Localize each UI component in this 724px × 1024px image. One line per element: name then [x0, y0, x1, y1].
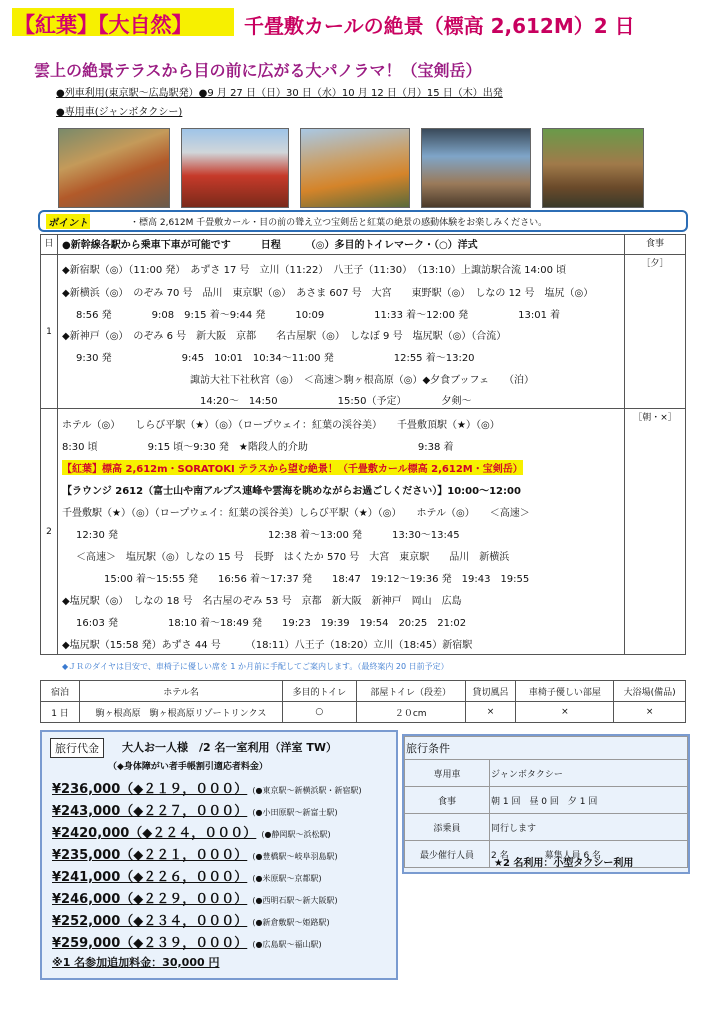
acc-header: 大浴場(備品) [614, 681, 686, 702]
point-label: ポイント [46, 214, 90, 229]
conditions-label: 旅行条件 [405, 737, 688, 760]
acc-header: 車椅子優しい部屋 [516, 681, 614, 702]
acc-cell: 駒ヶ根高原 駒ヶ根高原リゾートリンクス [80, 702, 283, 723]
schedule-line: 千畳敷駅（★）（◎）（ロープウェイ：紅葉の渓谷美）しらび平駅（★）（◎） ホテル（◎） ＜高速＞ [62, 508, 530, 519]
acc-header: 部屋トイレ（段差） [356, 681, 465, 702]
acc-header: ホテル名 [80, 681, 283, 702]
schedule-meal-2: ［朝・×］ [625, 409, 686, 655]
schedule-line: ◆新宿駅（◎）（11:00 発） あずさ 17 号 立川（11:22） 八王子（11:30） （13:10）上諏訪駅合流 14:00 頃 [62, 265, 567, 276]
acc-cell: × [614, 702, 686, 723]
accommodation-table [40, 680, 686, 723]
schedule-day-2: 2 [41, 409, 58, 655]
fare-heading: 大人お一人様 /2 名一室利用（洋室 TW） [122, 741, 337, 754]
cond-value: 同行します [490, 814, 688, 841]
schedule-head-day: 日 [41, 235, 58, 255]
schedule-line: ＜高速＞ 塩尻駅（◎）しなの 15 号 長野 はくたか 570 号 大宮 東京駅 品川 新横浜 [76, 552, 510, 563]
schedule-line: 9:30 発 9:45 10:01 10:34～11:00 発 12:55 着～13:20 [76, 353, 475, 364]
cond-value: 朝 1 回 昼 0 回 夕 1 回 [490, 787, 688, 814]
car-info: ●専用車(ジャンボタクシー) [56, 107, 183, 118]
conditions-table [404, 736, 688, 868]
page-title: 千畳敷カールの絶景（標高 2,612M）2 日 [244, 14, 635, 38]
fare-subheading: （◆身体障がい者手帳割引適応者料金） [108, 762, 268, 772]
schedule-line: ホテル（◎） しらび平駅（★）（◎）（ロープウェイ：紅葉の渓谷美） 千畳敷頂駅（★）（◎） [62, 420, 500, 431]
cond-value: ジャンボタクシー [490, 760, 688, 787]
schedule-line: ◆塩尻駅（◎） しなの 18 号 名古屋のぞみ 53 号 京都 新大阪 新神戸 岡山 広島 [62, 596, 462, 607]
cond-key: 最少催行人員 [405, 841, 490, 868]
photo-mountain-slope [300, 128, 410, 208]
title-tag: 【紅葉】【大自然】 [14, 13, 193, 37]
acc-header: 多目的トイレ [283, 681, 357, 702]
acc-header: 貸切風呂 [465, 681, 516, 702]
cond-key: 食事 [405, 787, 490, 814]
point-box [38, 210, 688, 232]
point-text: ・標高 2,612M 千畳敷カール・目の前の聳え立つ宝剣岳と紅葉の絶景の感動体験をお楽しみください。 [130, 218, 548, 228]
cond-value: 2 名 募集人員 6 名 [490, 841, 688, 868]
fare-label: 旅行代金 [50, 738, 104, 758]
acc-cell: 1 日 [41, 702, 80, 723]
schedule-line: 8:56 発 9:08 9:15 着～9:44 発 10:09 11:33 着～12:00 発 13:01 着 [76, 310, 561, 321]
conditions-box [402, 734, 690, 874]
fare-item: ¥243,000（◆２２７，０００） (●小田原駅～新富士駅) [52, 804, 338, 819]
fare-item: ¥2420,000（◆２２４，０００） (●静岡駅～浜松駅) [52, 826, 331, 841]
fare-extra: ※1 名参加追加料金：30,000 円 [52, 956, 220, 969]
photo-shrine [542, 128, 644, 208]
schedule-line: ◆新神戸（◎） のぞみ 6 号 新大阪 京都 名古屋駅（◎） しなぼ 9 号 塩尻駅（◎）（合流） [62, 331, 507, 342]
schedule-head-text: ●新幹線各駅から乗車下車が可能です 日程 （◎）多目的トイレマーク・（○）洋式 [58, 235, 625, 255]
fare-item: ¥235,000（◆２２１，０００） (●豊橋駅～岐阜羽島駅) [52, 848, 338, 863]
conditions-note: ★2 名利用：小型タクシー利用 [494, 858, 634, 869]
acc-cell: ２０cm [356, 702, 465, 723]
jr-note: ◆ＪＲのダイヤは目安で、車椅子に優しい席を 1 か月前に手配してご案内します。（最終案内 20 日前予定） [62, 662, 449, 671]
schedule-line: 【ラウンジ 2612（富士山や南アルプス連峰や雲海を眺めながらお過ごしください）】10:00～12:00 [62, 486, 521, 497]
schedule-meal-1: ［夕］ [625, 255, 686, 409]
cond-key: 添乗員 [405, 814, 490, 841]
schedule-line: 12:30 発 12:38 着～13:00 発 13:30～13:45 [76, 530, 460, 541]
schedule-line: 16:03 発 18:10 着～18:49 発 19:23 19:39 19:54 20:25 21:02 [76, 618, 467, 629]
schedule-highlight-line: 【紅葉】標高 2,612m・SORATOKI テラスから望む絶景！（千畳敷カール標高 2,612M・宝剣岳） [62, 460, 523, 475]
page-subtitle: 雲上の絶景テラスから目の前に広がる大パノラマ！（宝剣岳） [34, 61, 482, 80]
fare-item: ¥246,000（◆２２９，０００） (●西明石駅～新大阪駅) [52, 892, 338, 907]
schedule-line: 8:30 頃 9:15 頃～9:30 発 ★階段人的介助 9:38 着 [62, 442, 454, 453]
fare-item: ¥252,000（◆２３４，０００） (●新倉敷駅～姫路駅) [52, 914, 330, 929]
cond-key: 専用車 [405, 760, 490, 787]
photo-autumn-cliffs [58, 128, 170, 208]
acc-cell: × [516, 702, 614, 723]
schedule-line: ◆新横浜（◎） のぞみ 70 号 品川 東京駅（◎） あさま 607 号 大宮 東野駅（◎） しなの 12 号 塩尻（◎） [62, 288, 594, 299]
photo-red-foliage [181, 128, 289, 208]
acc-header: 宿泊 [41, 681, 80, 702]
acc-cell: ○ [283, 702, 357, 723]
fare-box [40, 730, 398, 980]
rail-info: ●列車利用(東京駅～広島駅発）●9 月 27 日（日）30 日（水）10 月 12 日（月）15 日（木）出発 [56, 88, 503, 99]
schedule-line: 15:00 着～15:55 発 16:56 着～17:37 発 18:47 19:12～19:36 発 19:43 19:55 [104, 574, 530, 585]
schedule-head-meal: 食事 [625, 235, 686, 255]
photo-lounge-interior [421, 128, 531, 208]
schedule-line: 諏訪大社下社秋宮（◎） ＜高速＞駒ヶ根高原（◎）◆夕食ブッフェ （泊） [130, 375, 534, 386]
fare-item: ¥259,000（◆２３９，０００） (●広島駅～福山駅) [52, 936, 322, 951]
schedule-line: 14:20～ 14:50 15:50（予定） 夕剣～ [130, 396, 472, 407]
acc-cell: × [465, 702, 516, 723]
fare-item: ¥241,000（◆２２６，０００） (●米原駅～京都駅) [52, 870, 322, 885]
schedule-line: ◆塩尻駅（15:58 発）あずさ 44 号 （18:11）八王子（18:20）立川（18:45）新宿駅 [62, 640, 473, 651]
fare-item: ¥236,000（◆２１９，０００） (●東京駅～新横浜駅・新宿駅) [52, 782, 362, 797]
schedule-day-1: 1 [41, 255, 58, 409]
